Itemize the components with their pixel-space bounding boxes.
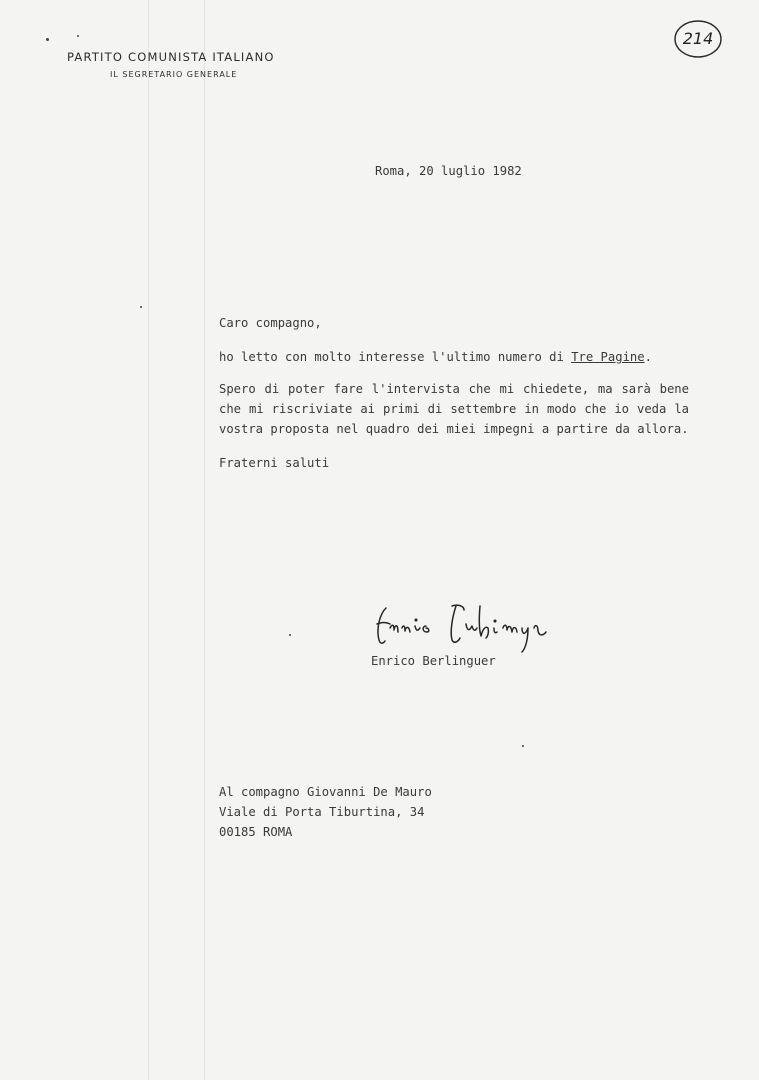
archive-number: 214 xyxy=(682,29,714,48)
paragraph-1-text: ho letto con molto interesse l'ultimo numero di xyxy=(219,350,572,364)
handwritten-signature xyxy=(370,598,570,654)
ink-speck xyxy=(46,38,49,41)
address-line-2: Viale di Porta Tiburtina, 34 xyxy=(219,805,425,819)
ink-speck xyxy=(522,745,524,747)
archive-number-stamp xyxy=(673,18,723,60)
recipient-address xyxy=(219,782,432,842)
date-line: Roma, 20 luglio 1982 xyxy=(375,164,522,178)
signature-drawing xyxy=(370,598,570,654)
closing: Fraterni saluti xyxy=(219,456,330,470)
salutation: Caro compagno, xyxy=(219,316,322,330)
address-line-3: 00185 ROMA xyxy=(219,825,293,839)
paragraph-2: Spero di poter fare l'intervista che mi chiedete, ma sarà bene che mi riscriviate ai primi di settembre in modo che io veda la vostra proposta nel quadro dei miei impegni a partire da allora. xyxy=(219,382,689,436)
ink-speck xyxy=(140,306,142,308)
ink-speck xyxy=(289,634,291,636)
paragraph-1 xyxy=(219,347,689,367)
letter-body xyxy=(219,313,689,473)
publication-title: Tre Pagine xyxy=(571,350,645,364)
letterhead-party: PARTITO COMUNISTA ITALIANO xyxy=(67,50,275,64)
fold-line xyxy=(204,0,205,1080)
address-line-1: Al compagno Giovanni De Mauro xyxy=(219,785,432,799)
letterhead xyxy=(67,50,275,79)
fold-line xyxy=(148,0,149,1080)
ink-speck xyxy=(77,35,79,37)
letterhead-role: IL SEGRETARIO GENERALE xyxy=(110,70,238,79)
signer-name: Enrico Berlinguer xyxy=(371,654,496,668)
paragraph-1-end: . xyxy=(644,350,652,364)
